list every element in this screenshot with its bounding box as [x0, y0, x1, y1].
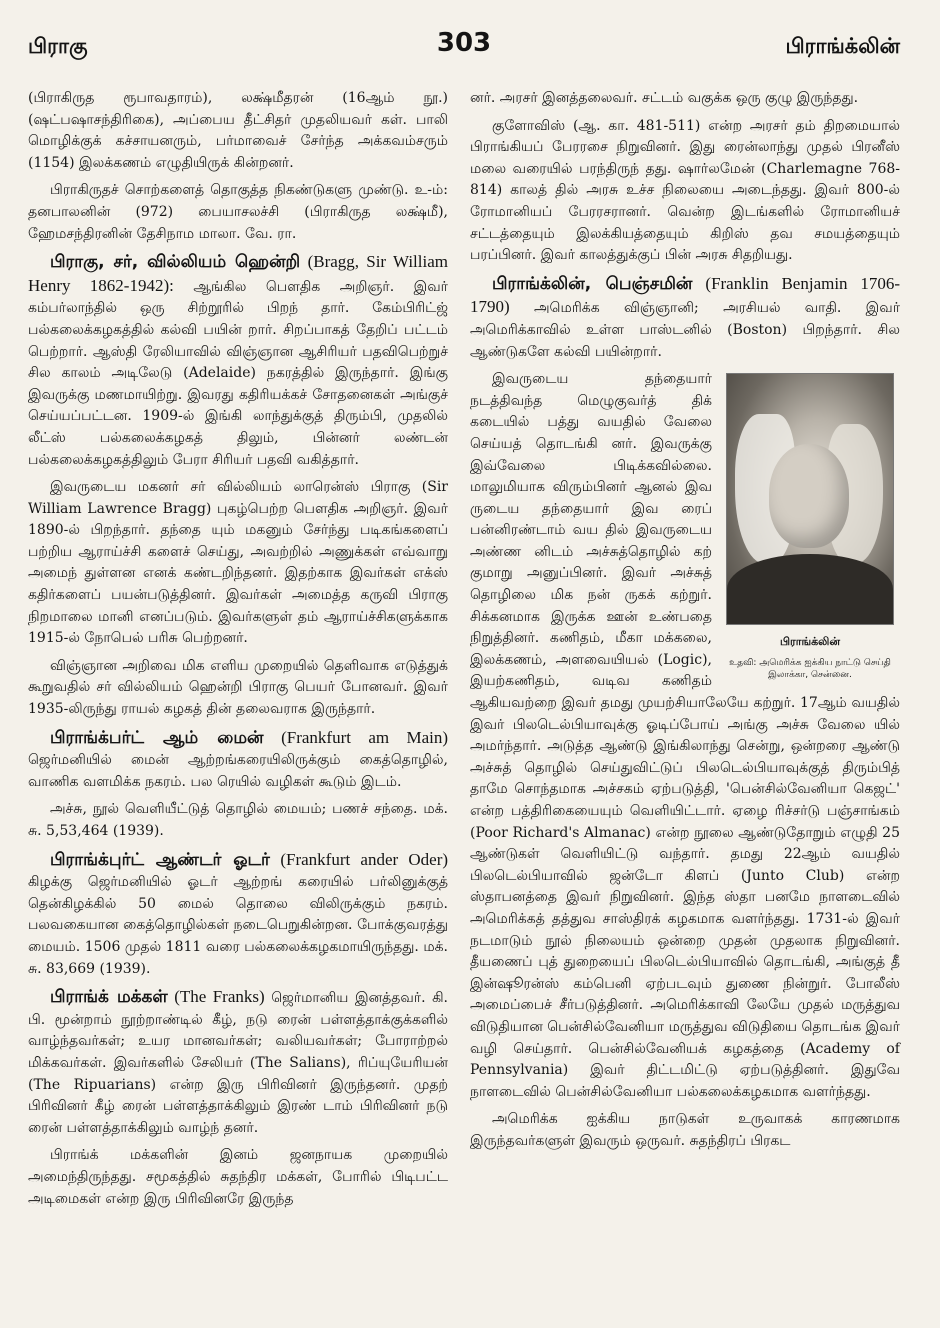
paragraph: (பிராகிருத ரூபாவதாரம்), லக்ஷ்மீதரன் (16ஆம் நூ.) (ஷட்பஷாசந்திரிகை), அப்பைய தீட்சிதர் முதலியவர் கள். பாலி மொழிக்குக் கச்சாயனரும், பர்மாவைச் சேர்ந்த அக்கவம்சரும் (1154) இலக்கணம் எழுதியிருக் கின்றனர்.	[28, 90, 448, 171]
entry-franks	[28, 986, 448, 1139]
figure-credit: உதவி: அமெரிக்க ஐக்கிய நாட்டு செய்தி இலாக்கா, சென்னை.	[729, 657, 891, 680]
entry-english-title: (Bragg, Sir William Henry 1862-1942):	[28, 252, 448, 295]
entry-heading: பிராங்க்லின், பெஞ்சமின்	[492, 273, 693, 294]
entry-bragg	[28, 251, 448, 471]
figure-caption: பிராங்க்லின்	[779, 635, 840, 649]
entry-heading: பிராங்க்புர்ட் ஆண்டர் ஓடர்	[50, 849, 270, 870]
paragraph: பிராகிருதச் சொற்களைத் தொகுத்த நிகண்டுகளு முண்டு. உ-ம்: தனபாலனின் (972) பையாசலச்சி (பிராகிருத லக்ஷ்மீ), ஹேமசந்திரனின் தேசிநாம மாலா. வே. ரா.	[28, 182, 448, 242]
entry-english-title: (Franklin Benjamin 1706-1790)	[470, 273, 900, 317]
entry-text: ஜெர்மனியில் மைன் ஆற்றங்கரையிலிருக்கும் கைத்தொழில், வாணிக வளமிக்க நகரம். பல ரெயில் வழிகள் கூடும் இடம்.	[28, 752, 448, 790]
paragraph: இவருடைய தந்தையார் நடத்திவந்த மெழுகுவர்த் திக் கடையில் பத்து வயதில் வேலை செய்யத் தொடங்கி னர். இவருக்கு இவ்வேலை பிடிக்கவில்லை. மாலுமியாக விரும்பினர் ஆனல் இவ ருடைய தந்தையார் இவ ரைப் பன்னிரண்டாம் வய தில் இவருடைய அண்ண னிடம் அச்சுத்தொழில் கற் குமாறு அனுப்பினர். இவர் அச்சுத் தொழிலை மிக நன் ருகக் கற்றுர். சிக்கனமாக இருக்க ஊன் உண்பதை நிறுத்தினர். கணிதம், மீகா மக்கலை, இலக்கணம், அளவையியல் (Logic), இயற்கணிதம், வடிவ கணிதம் ஆகியவற்றை இவர் தமது முயற்சியாலேயே கற்றுர். 17ஆம் வயதில் இவர் பிலடெல்பியாவுக்கு ஓடிப்போய் அங்கு அச்சு வேலை யில் அமர்ந்தார். அடுத்த ஆண்டு இங்கிலாந்து சென்று, ஒன்றரை ஆண்டு அச்சுத் தொழில் செய்துவிட்டுப் பிலடெல்பியாவுக்குத் திரும்பித் தாமே சொந்தமாக அச்சகம் ஏற்படுத்தி, 'பென்சில்வேனியா கெஜட்' என்ற பத்திரிகையையும் வெளியிட்டார். ஏழை ரிச்சர்டு பஞ்சாங்கம் (Poor Richard's Almanac) என்ற நூலை ஆண்டுதோறும் எழுதி 25 ஆண்டுகள் வெளியிட்டு வந்தார். தமது 22ஆம் வயதில் பிலடெல்பியாவில் ஜன்டோ கிளப் (Junto Club) என்ற ஸ்தாபனத்தை இவர் நிறுவினர். இந்த ஸ்தா பனமே நாளடைவில் அமெரிக்கத் தத்துவ சாஸ்திரக் கழகமாக வளர்ந்தது. 1731-ல் இவர் நடமாடும் நூல் நிலையம் ஒன்றை முதன் முதலாக நிறுவினர். தீயணைப் புத் துறையைப் பிலடெல்பியாவில் தொடங்கி, அங்குத் தீ இன்ஷூரன்ஸ் கம்பெனி ஏற்படவும் துணை நின்றுர். போலீஸ் அமைப்பைச் சீர்படுத்தினர். அமெரிக்காவி லேயே முதல் மருத்துவ விடுதியான பென்சில்வேனியா மருத்துவ விடுதியை தொடங்க இவர் வழி செய்தார். பென்சில்வேனியக் கழகத்தை (Academy of Pennsylvania) இவர் திட்டமிட்டு ஏற்படுத்தினர். இதுவே நாளடைவில் பென்சில்வேனியா பல்கலைக்கழகமாக வளர்ந்தது.	[470, 371, 900, 1100]
franklin-portrait	[726, 373, 894, 625]
entry-frankfurt-oder	[28, 849, 448, 981]
paragraph: னர். அரசர் இனத்தலைவர். சட்டம் வகுக்க ஒரு குழு இருந்தது.	[470, 90, 859, 106]
paragraph: விஞ்ஞான அறிவை மிக எளிய முறையில் தெளிவாக எடுத்துக் கூறுவதில் சர் வில்லியம் ஹென்றி பிராகு பெயர் போனவர். இவர் 1935-லிருந்து ராயல் கழகத் தின் தலைவராக இருந்தார்.	[28, 657, 448, 718]
left-column	[28, 88, 448, 1216]
franklin-figure	[720, 373, 900, 681]
entry-text: கிழக்கு ஜெர்மனியில் ஓடர் ஆற்றங் கரையில் பர்லினுக்குத் தென்கிழக்கில் 50 மைல் தொலை விலிருக்கும் நகரம். பலவகையான கைத்தொழில்கள் நடைபெறுகின்றன. போக்குவரத்து மையம். 1506 முதல் 1811 வரை பல்கலைக்கழகமாயிருந்தது. மக். சு. 83,669 (1939).	[28, 874, 448, 977]
entry-english-title: (The Franks)	[174, 987, 265, 1007]
entry-text: அமெரிக்க விஞ்ஞானி; அரசியல் வாதி. இவர் அமெரிக்காவில் உள்ள பாஸ்டனில் (Boston) பிறந்தார். சில ஆண்டுகளே கல்வி பயின்றார்.	[470, 300, 901, 360]
running-head-right: பிராங்க்லின்	[785, 34, 900, 58]
entry-english-title: (Frankfurt am Main)	[281, 727, 449, 747]
paragraph: பிராங்க் மக்களின் இனம் ஜனநாயக முறையில் அமைந்திருந்தது. சமூகத்தில் சுதந்திர மக்கள், போரில் பிடிபட்ட அடிமைகள் என்ற இரு பிரிவினரே இருந்த	[28, 1147, 448, 1207]
entry-frankfurt-am-main	[28, 727, 448, 794]
entry-text: ஜெர்மானிய இனத்தவர். கி. பி. மூன்றாம் நூற்றாண்டில் கீழ், நடு ரைன் பள்ளத்தாக்குக்களில் வாழ்ந்தவர்கள்; உயர மானவர்கள்; வலியவர்கள்; போராற்றல் மிக்கவர்கள். இவர்களில் சேலியர் (The Salians), ரிப்யுயேரியன் (The Ripuarians) என்ற இரு பிரிவினர் இருந்தனர். முதற் பிரிவினர் கீழ் ரைன் பள்ளத்தாக்கிலும் இரண் டாம் பிரிவினர் நடு ரைன் பள்ளத்தாக்கிலும் வாழ்ந் தனர்.	[28, 990, 449, 1136]
paragraph: இவருடைய மகனர் சர் வில்லியம் லாரென்ஸ் பிராகு (Sir William Lawrence Bragg) புகழ்பெற்ற பௌதிக அறிஞர். இவர் 1890-ல் பிறந்தார். தந்தை யும் மகனும் சேர்ந்து படிகங்களைப் பற்றிய ஆராய்ச்சி களைச் செய்து, அவற்றில் அணுக்கள் எவ்வாறு அமைந் துள்ளன எனக் கண்டறிந்தனர். இதற்காக இவர்கள் எக்ஸ் கதிர்களைப் பயன்படுத்தினர். இவர்கள் அமைத்த கருவி பிராகு நிறமாலை மானி எனப்படும். இவர்களுள் தம் ஆராய்ச்சிகளுக்காக 1915-ல் நோபெல் பரிசு பெற்றனர்.	[28, 479, 448, 647]
paragraph: அச்சு, நூல் வெளியீட்டுத் தொழில் மையம்; பணச் சந்தை. மக். சு. 5,53,464 (1939).	[28, 801, 448, 839]
entry-heading: பிராங்க்பர்ட் ஆம் மைன்	[50, 727, 264, 748]
paragraph: அமெரிக்க ஐக்கிய நாடுகள் உருவாகக் காரணமாக இருந்தவர்களுள் இவரும் ஒருவர். சுதந்திரப் பிரகட	[470, 1111, 900, 1149]
running-head-left: பிராகு	[28, 34, 88, 58]
entry-english-title: (Frankfurt ander Oder)	[280, 849, 449, 869]
page-header	[28, 28, 900, 70]
entry-franklin	[470, 273, 900, 363]
entry-heading: பிராங்க் மக்கள்	[50, 987, 168, 1008]
right-column	[470, 88, 900, 1159]
page-number: 303	[436, 28, 492, 58]
entry-text: ஆங்கில பௌதிக அறிஞர். இவர் கம்பர்லாந்தில் ஒரு சிற்றூரில் பிறந் தார். கேம்பிரிட்ஜ் பல்கலைக்கழகத்தில் கல்வி பயின் றார். சிறப்பாகத் தேறிப் பட்டம் பெற்றார். ஆஸ்தி ரேலியாவில் விஞ்ஞான ஆசிரியர் பதவிபெற்றுச் சில காலம் அடிலேடு (Adelaide) நகரத்தில் இருந்தார். இங்கு இவருக்கு மணமாயிற்று. இவரது கதிரியக்கச் சோதனைகள் அங்குச் செய்யப்பட்டன. 1909-ல் இங்கி லாந்துக்குத் திரும்பி, முதலில் லீட்ஸ் பல்கலைக்கழகத் திலும், பின்னர் லண்டன் பல்கலைக்கழகத்திலும் பேரா சிரியர் பதவி வகித்தார்.	[28, 278, 448, 468]
entry-heading: பிராகு, சர், வில்லியம் ஹென்றி	[50, 252, 301, 273]
paragraph: குளோவிஸ் (ஆ. கா. 481-511) என்ற அரசர் தம் திறமையால் பிராங்கியப் பேரரசை நிறுவினர். இது ரைன்லாந்து முதல் பிரனீஸ் மலை வரையில் பரந்திருந் தது. ஷார்லமேன் (Charlemagne 768-814) காலத் தில் அரசு உச்ச நிலையை அடைந்தது. இவர் 800-ல் ரோமானியப் பேரரசரானர். வென்ற இடங்களில் ரோமானியச் சட்டத்தையும் இலக்கியத்தையும் கிறிஸ் தவ சமயத்தையும் பரப்பினர். இவர் காலத்துக்குப் பின் அரசு சிதறியது.	[470, 117, 900, 264]
